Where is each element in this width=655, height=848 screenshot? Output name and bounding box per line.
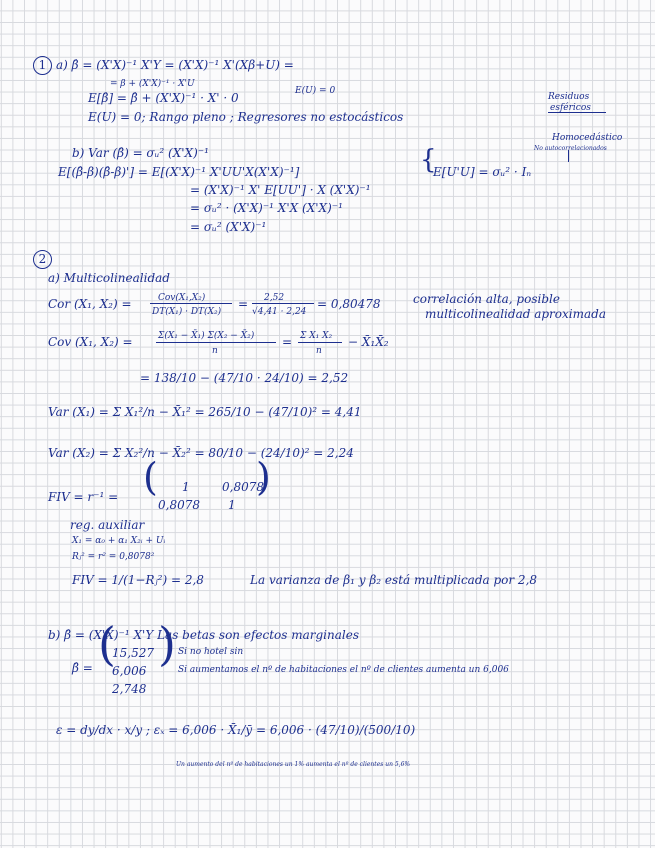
fiv-m12: 0,8078 bbox=[222, 480, 264, 494]
cov-fraction-bar-1 bbox=[156, 342, 276, 343]
cov-equals: = bbox=[282, 335, 293, 349]
cor-lhs: Cor (X₁, X₂) = bbox=[48, 297, 132, 311]
cor-numerator-2: 2,52 bbox=[264, 293, 285, 303]
section-1-number: 1 bbox=[33, 56, 52, 75]
arrow-down bbox=[568, 150, 569, 162]
beta-1: 15,527 bbox=[112, 646, 154, 660]
fiv-note: La varianza de β₁ y β₂ está multiplicada por 2,8 bbox=[250, 573, 538, 587]
s1-b-line5: = σᵤ² (X'X)⁻¹ bbox=[190, 220, 267, 234]
s1-b-line3: = (X'X)⁻¹ X' E[UU'] · X (X'X)⁻¹ bbox=[190, 183, 371, 197]
reg-aux-equation: X₁ = α₀ + α₁ X₂ᵢ + Uᵢ bbox=[72, 536, 166, 546]
var-x1: Var (X₁) = Σ X₁²/n − X̄₁² = 265/10 − (47/10)² = 4,41 bbox=[48, 405, 362, 419]
beta-3: 2,748 bbox=[112, 682, 147, 696]
note-underline bbox=[548, 112, 606, 113]
fiv-lhs: FIV = r⁻¹ = bbox=[48, 490, 119, 504]
beta-2: 6,006 bbox=[112, 664, 147, 678]
r-squared: Rⱼ² = r² = 0,8078² bbox=[72, 552, 155, 562]
cov-numerator-1: Σ(X₁ − X̄₁) Σ(X₂ − X̄₂) bbox=[158, 331, 255, 341]
cor-denominator: DT(X₁) · DT(X₂) bbox=[152, 307, 222, 317]
s2-b-line1: b) β̂ = (X'X)⁻¹ X'Y Las betas son efectos marginales bbox=[48, 628, 359, 642]
elasticity: ε = dy/dx · x/y ; εₓ = 6,006 · X̄₁/ȳ = 6,006 · (47/10)/(500/10) bbox=[56, 723, 416, 737]
note-esfericos: esféricos bbox=[550, 103, 591, 113]
beta-lhs: β̂ = bbox=[72, 661, 93, 675]
beta-bracket-right: ) bbox=[158, 617, 176, 671]
note-no-autocorrelacionados: No autocorrelacionados bbox=[534, 145, 607, 152]
cov-lhs: Cov (X₁, X₂) = bbox=[48, 335, 133, 349]
fiv-formula: FIV = 1/(1−Rⱼ²) = 2,8 bbox=[72, 573, 204, 587]
fiv-m21: 0,8078 bbox=[158, 498, 200, 512]
cov-tail: − X̄₁X̄₂ bbox=[348, 335, 389, 349]
s1-a-line2: = β + (X'X)⁻¹ · X'U bbox=[110, 79, 195, 89]
s1-b-line2-right: E[U'U] = σᵤ² · Iₙ bbox=[433, 165, 532, 179]
cor-note-1: correlación alta, posible bbox=[413, 292, 560, 306]
cor-denominator-2: √4,41 · 2,24 bbox=[252, 307, 307, 317]
fiv-m11: 1 bbox=[182, 480, 190, 494]
brace-left: { bbox=[420, 145, 437, 175]
fiv-m22: 1 bbox=[228, 498, 236, 512]
final-note: Un aumento del nº de habitaciones un 1% aumenta el nº de clientes un 5,6% bbox=[176, 761, 411, 768]
cor-fraction-bar bbox=[150, 303, 232, 304]
s1-b-line4: = σᵤ² · (X'X)⁻¹ X'X (X'X)⁻¹ bbox=[190, 201, 343, 215]
note-residuos: Residuos bbox=[548, 92, 590, 102]
s1-b-line2: E[(β̂-β)(β̂-β)'] = E[(X'X)⁻¹ X'UU'X(X'X)⁻¹] bbox=[58, 165, 300, 179]
var-x2: Var (X₂) = Σ X₂²/n − X̄₂² = 80/10 − (24/10)² = 2,24 bbox=[48, 446, 354, 460]
s1-a-line3: E[β̂] = β̂ + (X'X)⁻¹ · X' · 0 bbox=[88, 91, 239, 105]
beta-note-1: Si no hotel sin bbox=[178, 647, 244, 657]
cov-numerator-2: Σ X₁ X₂ bbox=[300, 331, 333, 341]
cor-numerator: Cov(X₁,X₂) bbox=[158, 293, 206, 303]
cov-calculation: = 138/10 − (47/10 · 24/10) = 2,52 bbox=[140, 371, 349, 385]
cov-denominator-1: n bbox=[212, 346, 218, 356]
cor-result: = 0,80478 bbox=[317, 297, 381, 311]
cor-fraction-bar-2 bbox=[252, 303, 314, 304]
section-2-number: 2 bbox=[33, 250, 52, 269]
cor-note-2: multicolinealidad aproximada bbox=[425, 307, 606, 321]
s1-a-line4: E(U) = 0; Rango pleno ; Regresores no estocásticos bbox=[88, 110, 404, 124]
s1-a-line1: a) β̂ = (X'X)⁻¹ X'Y = (X'X)⁻¹ X'(Xβ+U) = bbox=[56, 58, 294, 72]
reg-aux-label: reg. auxiliar bbox=[70, 518, 145, 532]
beta-bracket-left: ( bbox=[98, 617, 116, 671]
s2-a-title: a) Multicolinealidad bbox=[48, 271, 170, 285]
cov-denominator-2: n bbox=[316, 346, 322, 356]
cov-fraction-bar-2 bbox=[298, 342, 342, 343]
cor-equals: = bbox=[238, 297, 249, 311]
s1-a-line3-note: E(U) = 0 bbox=[295, 86, 336, 96]
matrix-bracket-right: ) bbox=[256, 455, 271, 499]
matrix-bracket-left: ( bbox=[143, 455, 158, 499]
beta-note-2: Si aumentamos el nº de habitaciones el nº de clientes aumenta un 6,006 bbox=[178, 665, 509, 675]
s1-b-line1: b) Var (β̂) = σᵤ² (X'X)⁻¹ bbox=[72, 146, 209, 160]
note-homocedastico: Homocedástico bbox=[552, 133, 623, 143]
